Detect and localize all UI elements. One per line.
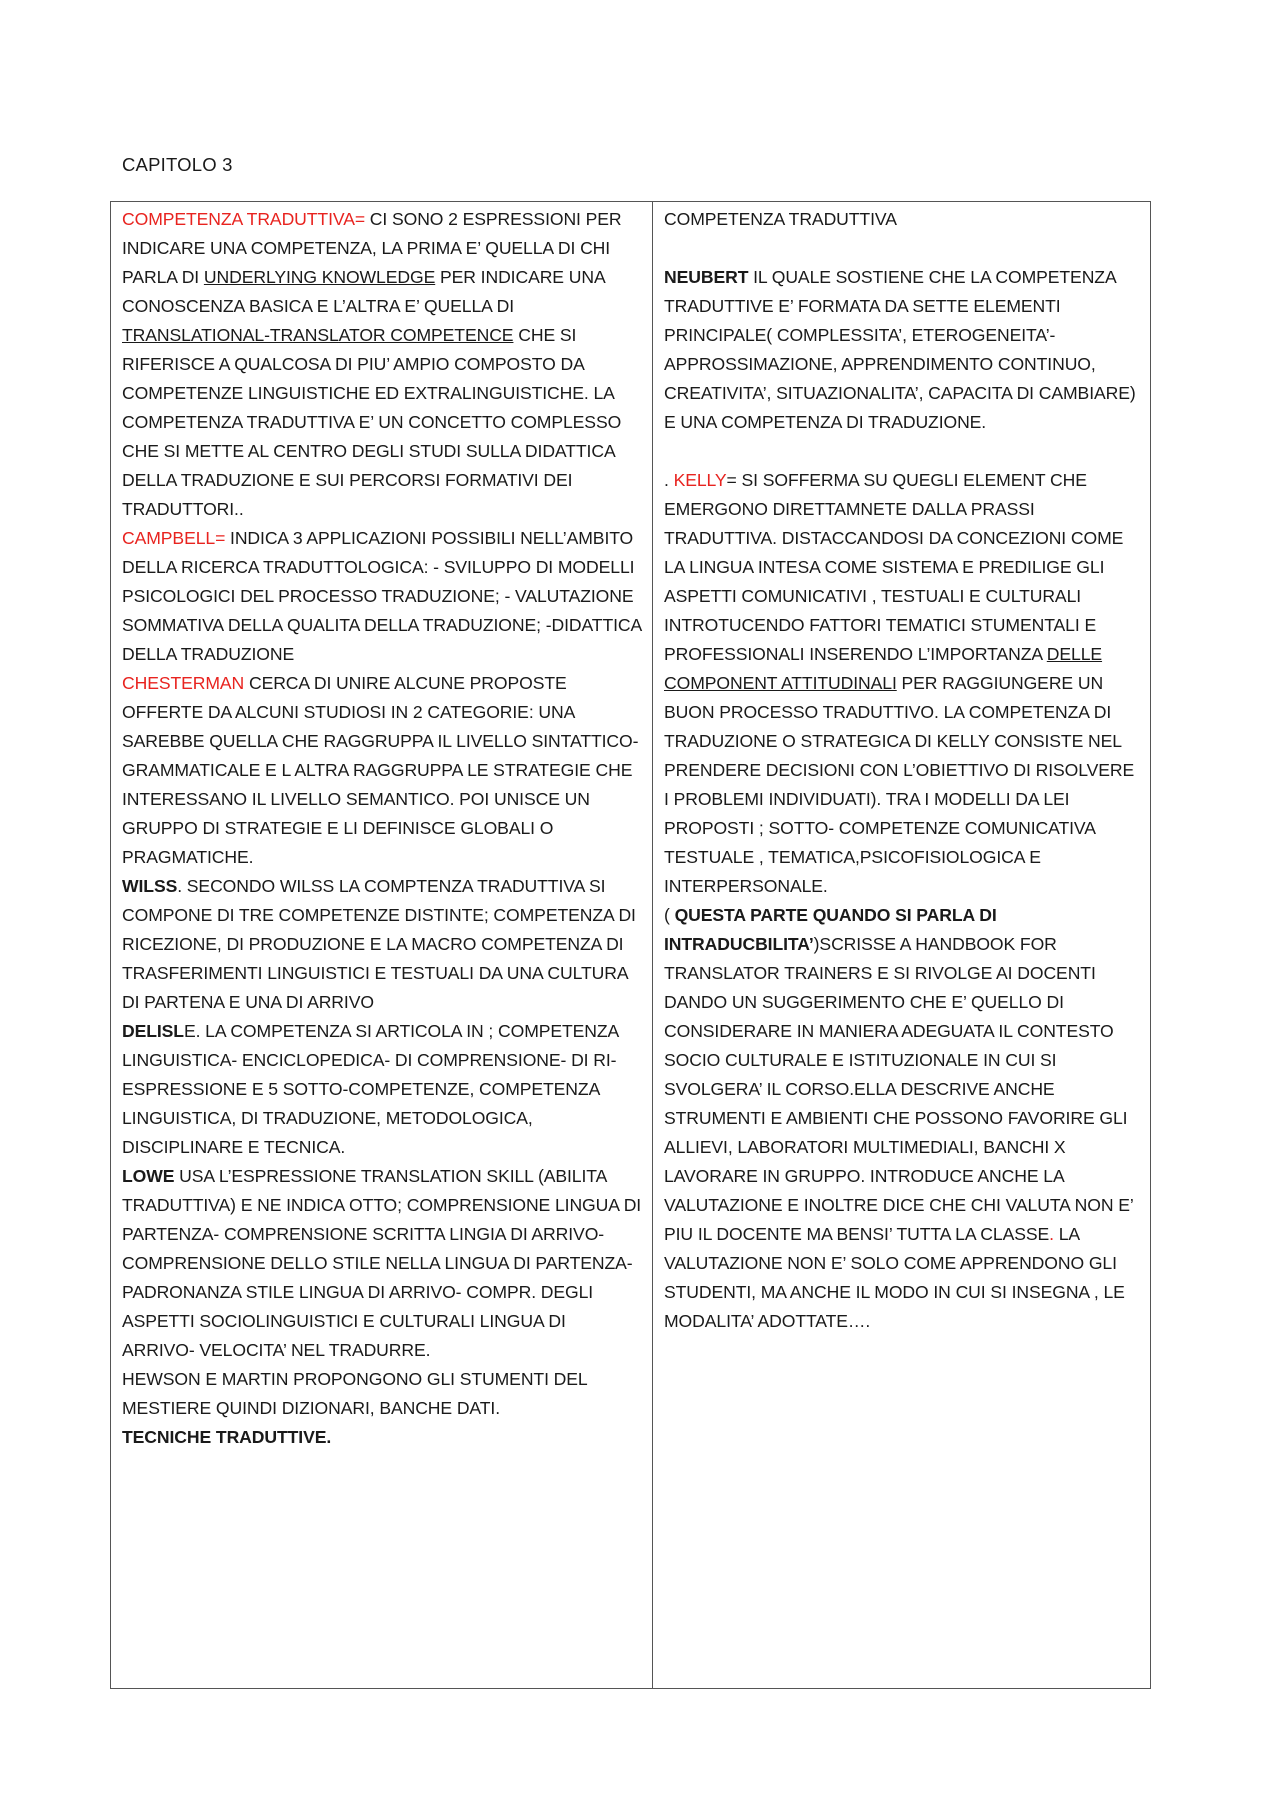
spacer (664, 437, 1140, 466)
underlying-knowledge-term: UNDERLYING KNOWLEDGE (203, 267, 436, 287)
red-period: . (1049, 1224, 1054, 1244)
wilss-name: WILSS (122, 876, 178, 896)
competenza-text-a: CI SONO 2 ESPRESSIONI PER INDICARE UNA COMPETENZA, LA PRIMA E’ QUELLA DI CHI PARLA DI (122, 209, 622, 287)
competenza-text-c: CHE SI RIFERISCE A QUALCOSA DI PIU’ AMPIO COMPOSTO DA COMPETENZE LINGUISTICHE ED EXTRALINGUISTICHE. LA COMPETENZA TRADUTTIVA E’ UN CONCETTO COMPLESSO CHE SI METTE AL CENTRO DEGLI STUDI SULLA DIDATTICA DELLA TRADUZIONE E SUI PERCORSI FORMATIVI DEI TRADUTTORI.. (122, 325, 622, 519)
componenti-attitudinali-term: DELLE COMPONENT ATTITUDINALI (664, 644, 1103, 693)
right-column (653, 202, 1151, 1689)
handbook-text-a: )SCRISSE A HANDBOOK FOR TRANSLATOR TRAINERS E SI RIVOLGE AI DOCENTI DANDO UN SUGGERIMENTO CHE E’ QUELLO DI CONSIDERARE IN MANIERA ADEGUATA IL CONTESTO SOCIO CULTURALE E ISTITUZIONALE IN CUI SI SVOLGERA’ IL CORSO.ELLA DESCRIVE ANCHE STRUMENTI E AMBIENTI CHE POSSONO FAVORIRE GLI ALLIEVI, LABORATORI MULTIMEDIALI, BANCHI X LAVORARE IN GRUPPO. INTRODUCE ANCHE LA VALUTAZIONE E INOLTRE DICE CHE CHI VALUTA NON E’ PIU IL DOCENTE MA BENSI’ TUTTA LA CLASSE (664, 934, 1134, 1244)
delisle-name: DELISL (122, 1021, 184, 1041)
kelly-paragraph (664, 466, 1140, 901)
competenza-term: COMPETENZA TRADUTTIVA= (122, 209, 366, 229)
intraducibilita-note: QUESTA PARTE QUANDO SI PARLA DI INTRADUCBILITA’ (664, 905, 997, 954)
campbell-name: CAMPBELL= (122, 528, 226, 548)
left-column (111, 202, 653, 1689)
lowe-text: USA L’ESPRESSIONE TRANSLATION SKILL (ABILITA TRADUTTIVA) E NE INDICA OTTO; COMPRENSIONE LINGUA DI PARTENZA- COMPRENSIONE SCRITTA LINGIA DI ARRIVO- COMPRENSIONE DELLO STILE NELLA LINGUA DI PARTENZA- PADRONANZA STILE LINGUA DI ARRIVO- COMPR. DEGLI ASPETTI SOCIOLINGUISTICI E CULTURALI LINGUA DI ARRIVO- VELOCITA’ NEL TRADURRE. (122, 1166, 642, 1360)
delisle-paragraph (122, 1017, 642, 1162)
kelly-name: KELLY (673, 470, 727, 490)
competenza-text-b: PER INDICARE UNA CONOSCENZA BASICA E L’ALTRA E’ QUELLA DI (122, 267, 605, 316)
chesterman-paragraph (122, 669, 642, 872)
paren-open: ( (664, 905, 675, 925)
hewson-martin-paragraph: HEWSON E MARTIN PROPONGONO GLI STUMENTI DEL MESTIERE QUINDI DIZIONARI, BANCHE DATI. (122, 1369, 587, 1418)
neubert-text: IL QUALE SOSTIENE CHE LA COMPETENZA TRADUTTIVE E’ FORMATA DA SETTE ELEMENTI PRINCIPALE( COMPLESSITA’, ETEROGENEITA’- APPROSSIMAZIONE, APPRENDIMENTO CONTINUO, CREATIVITA’, SITUAZIONALITA’, CAPACITA DI CAMBIARE) E UNA COMPETENZA DI TRADUZIONE. (664, 267, 1136, 432)
notes-table (110, 201, 1151, 1689)
neubert-paragraph (664, 263, 1140, 437)
delisle-text: E. LA COMPETENZA SI ARTICOLA IN ; COMPETENZA LINGUISTICA- ENCICLOPEDICA- DI COMPRENSIONE- DI RI-ESPRESSIONE E 5 SOTTO-COMPETENZE, COMPETENZA LINGUISTICA, DI TRADUZIONE, METODOLOGICA, DISCIPLINARE E TECNICA. (122, 1021, 619, 1157)
tecniche-text: TECNICHE TRADUTTIVE. (122, 1427, 332, 1447)
lowe-paragraph (122, 1162, 642, 1365)
tecniche-heading (122, 1423, 642, 1452)
wilss-text: . SECONDO WILSS LA COMPTENZA TRADUTTIVA SI COMPONE DI TRE COMPETENZE DISTINTE; COMPETENZA DI RICEZIONE, DI PRODUZIONE E LA MACRO COMPETENZA DI TRASFERIMENTI LINGUISTICI E TESTUALI DA UNA CULTURA DI PARTENA E UNA DI ARRIVO (122, 876, 636, 1012)
spacer (664, 234, 1140, 263)
kelly-text-b: PER RAGGIUNGERE UN BUON PROCESSO TRADUTTIVO. LA COMPETENZA DI TRADUZIONE O STRATEGICA DI KELLY CONSISTE NEL PRENDERE DECISIONI CON L’OBIETTIVO DI RISOLVERE I PROBLEMI INDIVIDUATI). TRA I MODELLI DA LEI PROPOSTI ; SOTTO- COMPETENZE COMUNICATIVA TESTUALE , TEMATICA,PSICOFISIOLOGICA E INTERPERSONALE. (664, 673, 1135, 896)
chapter-heading: CAPITOLO 3 (122, 154, 233, 175)
handbook-text-b: LA VALUTAZIONE NON E’ SOLO COME APPRENDONO GLI STUDENTI, MA ANCHE IL MODO IN CUI SI INSEGNA , LE MODALITA’ ADOTTATE…. (664, 1224, 1125, 1331)
campbell-text: INDICA 3 APPLICAZIONI POSSIBILI NELL’AMBITO DELLA RICERCA TRADUTTOLOGICA: - SVILUPPO DI MODELLI PSICOLOGICI DEL PROCESSO TRADUZIONE; - VALUTAZIONE SOMMATIVA DELLA QUALITA DELLA TRADUZIONE; -DIDATTICA DELLA TRADUZIONE (122, 528, 642, 664)
neubert-name: NEUBERT (664, 267, 749, 287)
kelly-dot: . (664, 470, 674, 490)
chesterman-name: CHESTERMAN (122, 673, 245, 693)
lowe-name: LOWE (122, 1166, 175, 1186)
chesterman-text: CERCA DI UNIRE ALCUNE PROPOSTE OFFERTE DA ALCUNI STUDIOSI IN 2 CATEGORIE: UNA SAREBBE QUELLA CHE RAGGRUPPA IL LIVELLO SINTATTICO- GRAMMATICALE E L ALTRA RAGGRUPPA LE STRATEGIE CHE INTERESSANO IL LIVELLO SEMANTICO. POI UNISCE UN GRUPPO DI STRATEGIE E LI DEFINISCE GLOBALI O PRAGMATICHE. (122, 673, 639, 867)
handbook-paragraph (664, 901, 1140, 1336)
kelly-text-a: = SI SOFFERMA SU QUEGLI ELEMENT CHE EMERGONO DIRETTAMNETE DALLA PRASSI TRADUTTIVA. DISTACCANDOSI DA CONCEZIONI COME LA LINGUA INTESA COME SISTEMA E PREDILIGE GLI ASPETTI COMUNICATIVI , TESTUALI E CULTURALI INTROTUCENDO FATTORI TEMATICI STUMENTALI E PROFESSIONALI INSERENDO L’IMPORTANZA (664, 470, 1124, 664)
right-title: COMPETENZA TRADUTTIVA (664, 209, 897, 229)
table-row (111, 202, 1151, 1689)
translator-competence-term: TRANSLATIONAL-TRANSLATOR COMPETENCE (122, 325, 514, 345)
wilss-paragraph (122, 872, 642, 1017)
competenza-paragraph (122, 205, 642, 524)
campbell-paragraph (122, 524, 642, 669)
